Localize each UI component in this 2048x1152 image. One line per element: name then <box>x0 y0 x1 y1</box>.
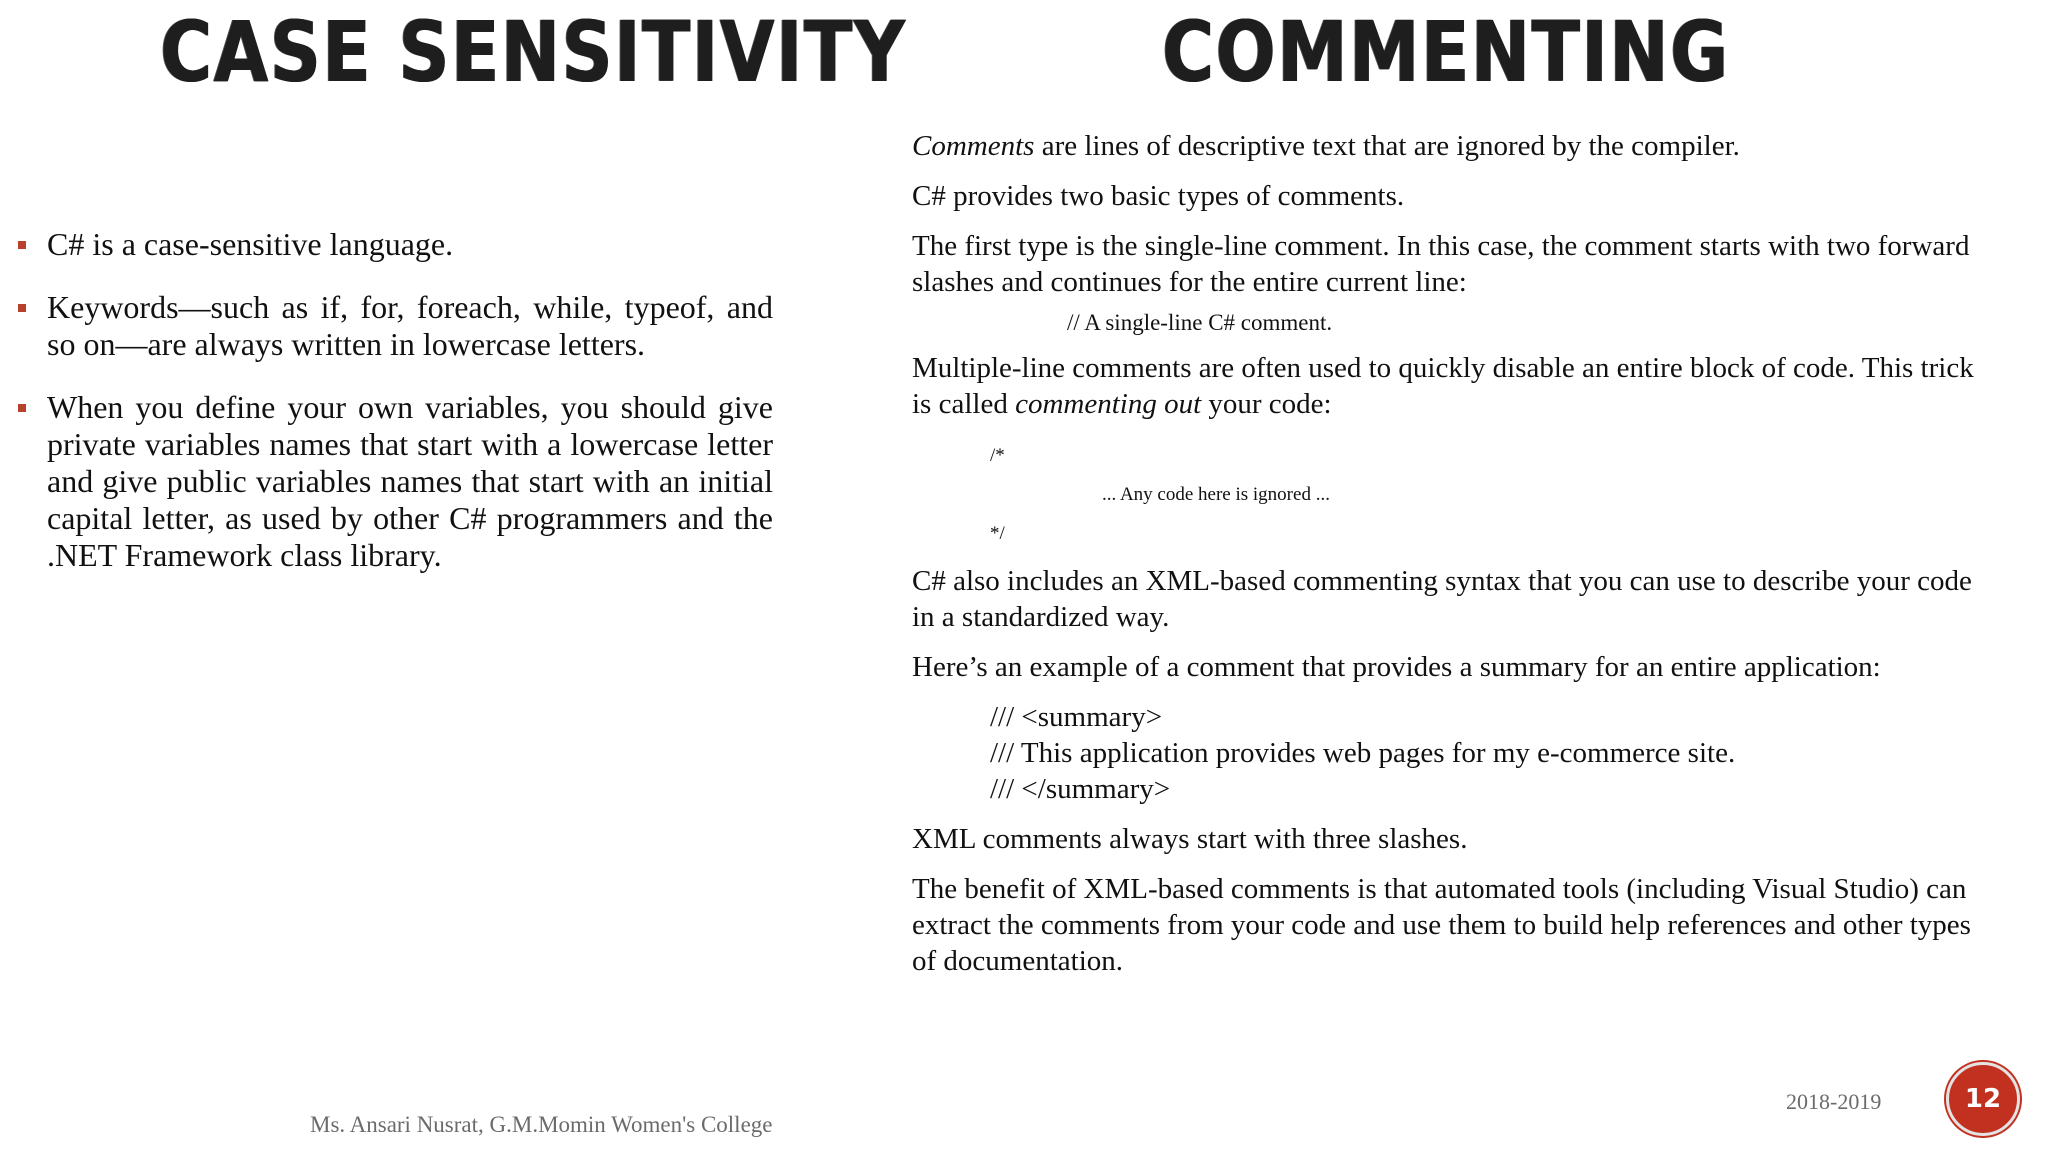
bullet-text: When you define your own variables, you should give private variables names that start with a lowercase letter and give public variables names that start with an initial capital letter, as used by other C# programmers and the .NET Framework class library. <box>47 389 773 573</box>
bullet-item <box>18 226 773 263</box>
xml-slashes-note: XML comments always start with three slashes. <box>912 823 1468 855</box>
xml-comment-example <box>990 699 1992 807</box>
bullet-item <box>18 289 773 363</box>
multi-line-description <box>912 350 1992 422</box>
square-bullet-icon <box>18 404 26 412</box>
code-line: */ <box>990 523 1005 544</box>
footer-year: 2018-2019 <box>1786 1089 1882 1114</box>
xml-example-intro: Here’s an example of a comment that provides a summary for an entire application: <box>912 651 1881 683</box>
xml-syntax-description: C# also includes an XML-based commenting syntax that you can use to describe your code in a standardized way. <box>912 565 1972 633</box>
code-line: /* <box>990 445 1005 466</box>
commenting-out-term: commenting out <box>1015 388 1202 420</box>
comments-definition: are lines of descriptive text that are ignored by the compiler. <box>1034 130 1740 162</box>
case-sensitivity-bullets <box>18 226 773 600</box>
code-line: /// <summary> <box>990 701 1163 733</box>
single-line-description: The first type is the single-line comment. In this case, the comment starts with two forward slashes and continues for the entire current line: <box>912 230 1970 298</box>
square-bullet-icon <box>18 304 26 312</box>
comments-intro <box>912 128 1992 164</box>
multi-line-text: Multiple-line comments are often used to quickly disable an entire block of code. This trick is called <box>912 352 1974 420</box>
code-line: /// This application provides web pages for my e-commerce site. <box>990 737 1736 769</box>
bullet-text: C# is a case-sensitive language. <box>47 226 454 262</box>
multi-line-text-end: your code: <box>1201 388 1332 420</box>
xml-benefit-text: The benefit of XML-based comments is that automated tools (including Visual Studio) can extract the comments from your code and use them to build help references and other types of documentation. <box>912 873 1971 977</box>
comments-term: Comments <box>912 130 1035 162</box>
commenting-content <box>912 128 1992 993</box>
case-sensitivity-title: CASE SENSITIVITY <box>160 3 907 101</box>
page-number-badge: 12 <box>1946 1062 2020 1136</box>
square-bullet-icon <box>18 241 26 249</box>
footer-author: Ms. Ansari Nusrat, G.M.Momin Women's College <box>310 1112 773 1137</box>
commenting-title: COMMENTING <box>1162 3 1730 101</box>
code-line: ... Any code here is ignored ... <box>1102 484 1330 505</box>
single-line-code-example: // A single-line C# comment. <box>1067 310 1333 335</box>
bullet-item <box>18 389 773 574</box>
block-comment-example <box>990 436 1992 553</box>
code-line: /// </summary> <box>990 773 1171 805</box>
comment-types-text: C# provides two basic types of comments. <box>912 180 1405 212</box>
bullet-text: Keywords—such as if, for, foreach, while, typeof, and so on—are always written in lowercase letters. <box>47 289 773 362</box>
